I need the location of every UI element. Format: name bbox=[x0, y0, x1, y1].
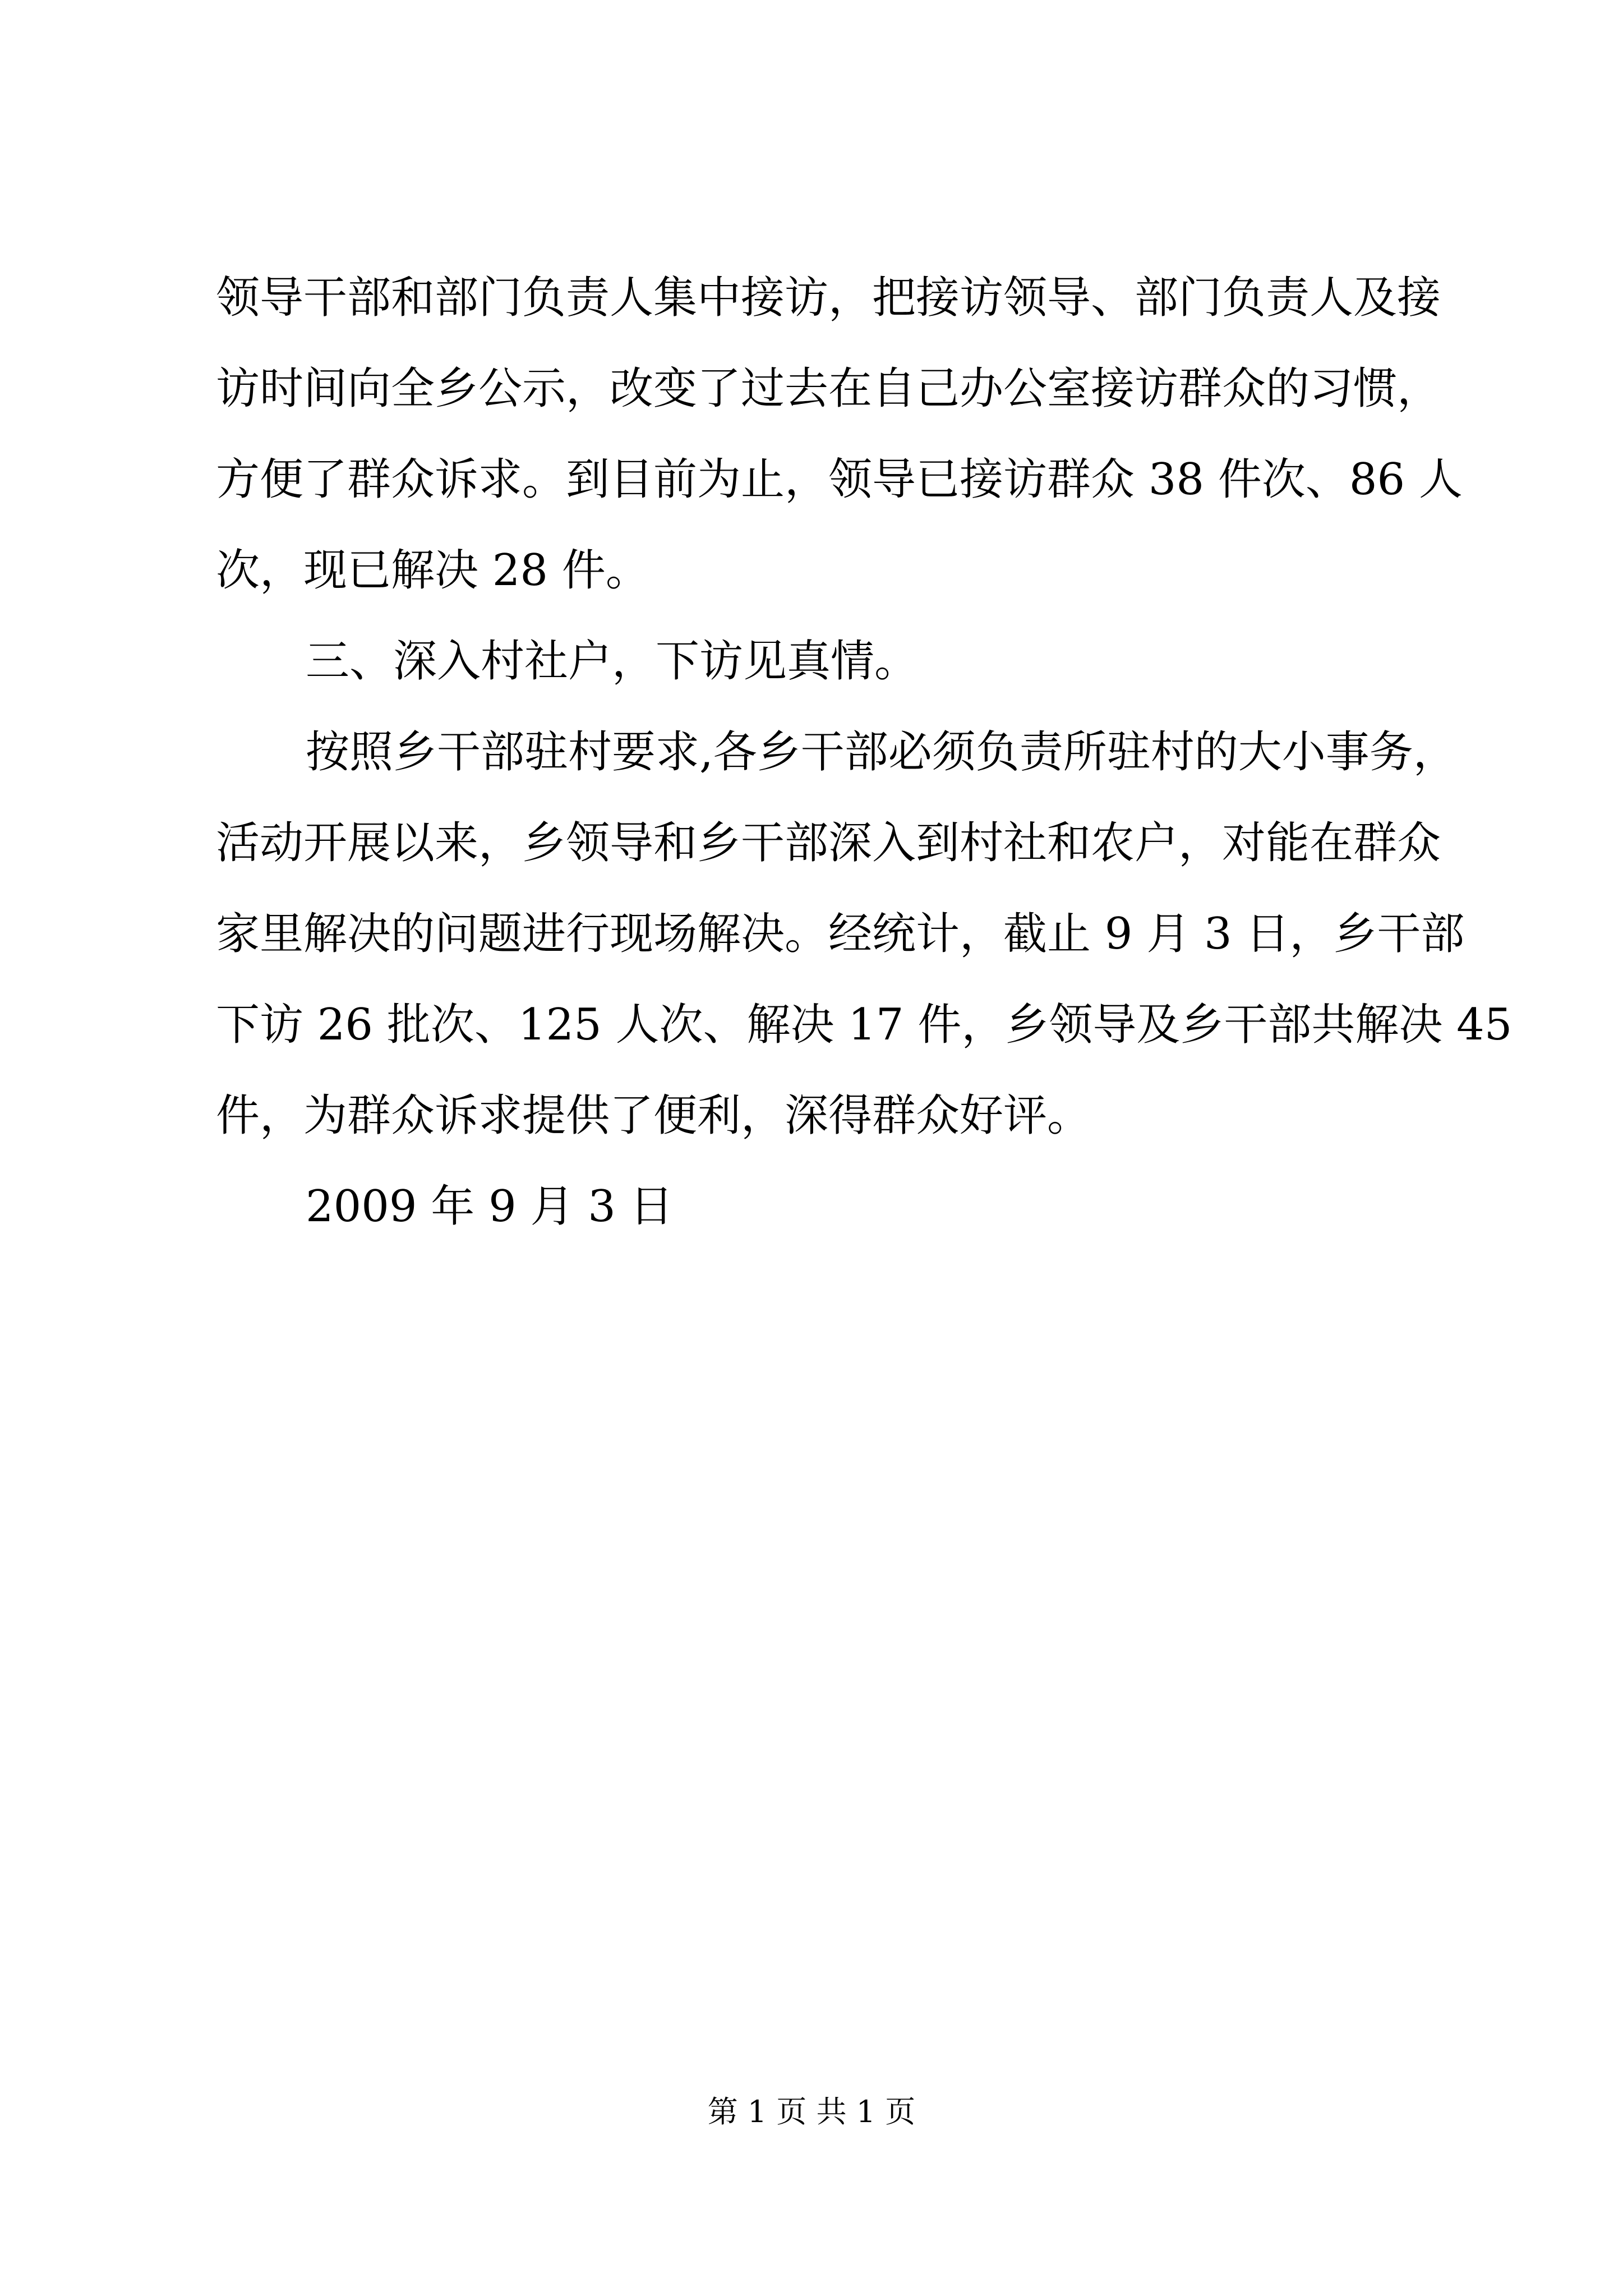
text-line: 访时间向全乡公示，改变了过去在自己办公室接访群众的习惯， bbox=[216, 364, 1441, 414]
document-body bbox=[216, 252, 1513, 1252]
text-line: 次，现已解决 28 件。 bbox=[216, 545, 649, 596]
date-line: 2009 年 9 月 3 日 bbox=[306, 1181, 674, 1232]
text-line: 下访 26 批次、125 人次、解决 17 件，乡领导及乡干部共解决 45 bbox=[216, 1000, 1513, 1050]
text-line: 领导干部和部门负责人集中接访，把接访领导、部门负责人及接 bbox=[216, 273, 1441, 323]
text-line: 件，为群众诉求提供了便利，深得群众好评。 bbox=[216, 1091, 1091, 1141]
text-line: 家里解决的问题进行现场解决。经统计，截止 9 月 3 日，乡干部 bbox=[216, 909, 1465, 959]
text-line: 方便了群众诉求。到目前为止，领导已接访群众 38 件次、86 人 bbox=[216, 454, 1463, 505]
text-line: 活动开展以来，乡领导和乡干部深入到村社和农户，对能在群众 bbox=[216, 818, 1441, 868]
text-line: 按照乡干部驻村要求,各乡干部必须负责所驻村的大小事务， bbox=[306, 727, 1457, 777]
section-heading: 三、深入村社户，下访见真情。 bbox=[306, 636, 919, 687]
page-footer: 第 1 页 共 1 页 bbox=[707, 2094, 916, 2129]
